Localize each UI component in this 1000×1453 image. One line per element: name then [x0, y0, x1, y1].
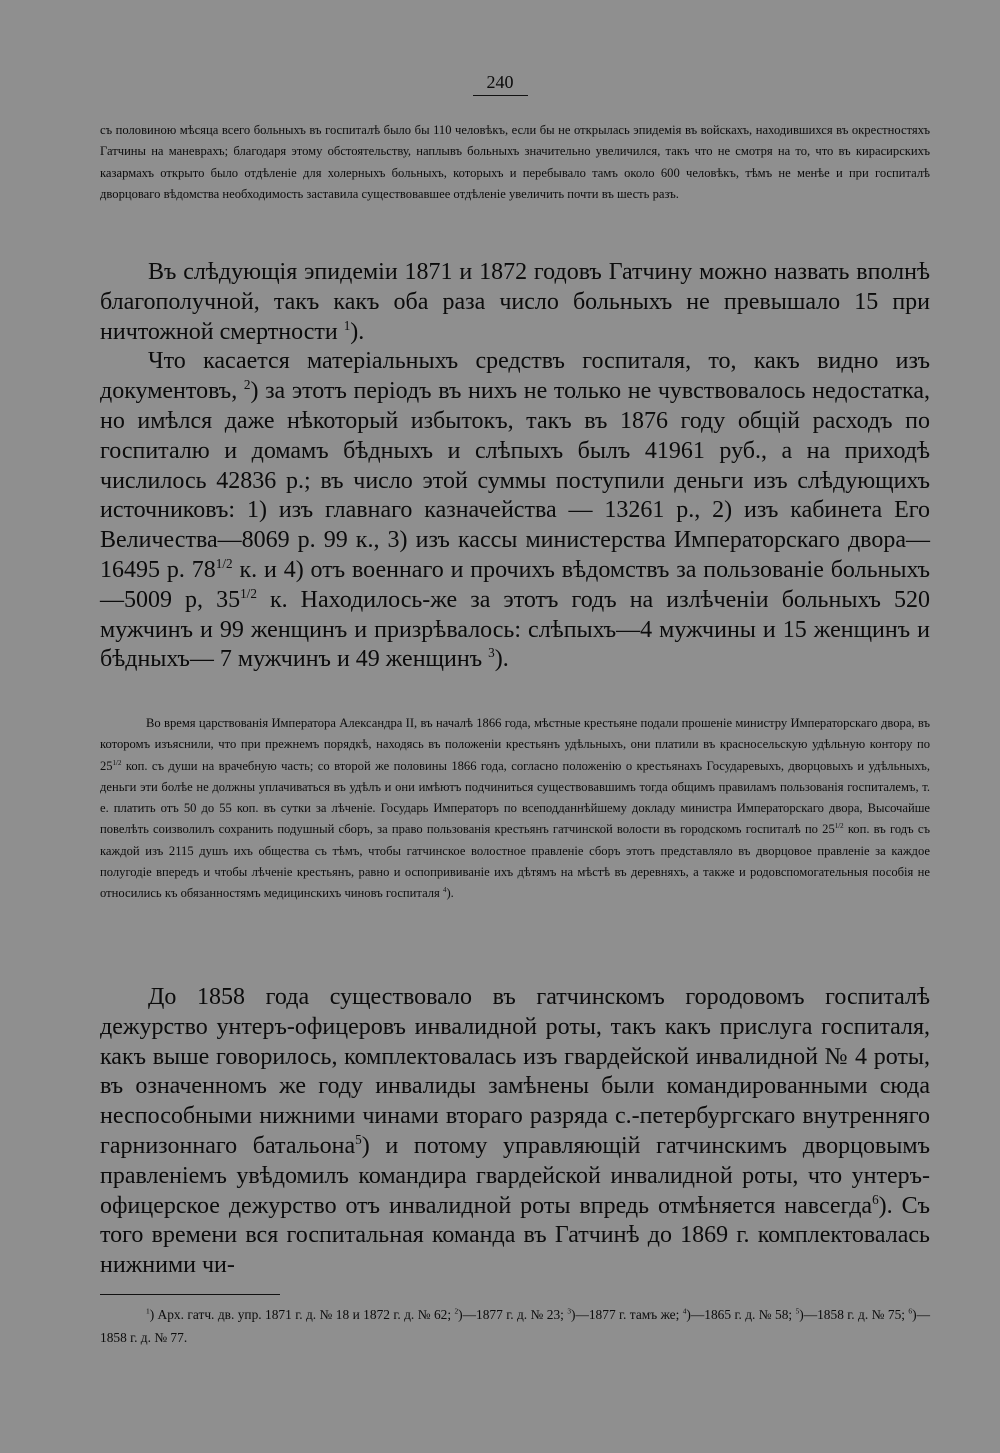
paragraph-duty: До 1858 года существовало въ гатчинскомъ городовомъ госпиталѣ дежурство унтеръ-офицеровъ инвалидной роты, такъ какъ прислуга госпиталя, какъ выше говорилось, комплектовалась изъ гвардейской инвалидной № 4 роты, въ означенномъ же году инвалиды замѣнены были командированными сюда неспособными нижними чинами втораго разряда с.-петербургскаго внутренняго гарнизоннаго батальона$^5$) и потому управляющій гатчинскимъ дворцовымъ правленіемъ увѣдомилъ командира гвардейской инвалидной роты, что унтеръ-офицерское дежурство отъ инвалидной роты впредь отмѣняется навсегда$^6$). Съ того времени вся госпитальная команда въ Гатчинѣ до 1869 г. комплектовалась нижними чи- — [100, 984, 930, 1279]
footnotes — [100, 1303, 930, 1349]
main-text-block-2 — [100, 983, 930, 1281]
footnote-divider — [100, 1294, 280, 1295]
main-text-block-1 — [100, 258, 930, 675]
small-paragraph: съ половиною мѣсяца всего больныхъ въ госпиталѣ было бы 110 человѣкъ, если бы не открылась эпидемія въ войскахъ, находившихся въ окрестностяхъ Гатчины на маневрахъ; благодаря этому обстоятельству, наплывъ больныхъ значительно увеличился, такъ что не смотря на то, что въ кирасирскихъ казармахъ открыто было отдѣленіе для холерныхъ больныхъ, которыхъ и перебывало тамъ около 600 человѣкъ, тѣмъ не менѣе и при госпиталѣ дворцоваго вѣдомства необходимость заставила существовавшее отдѣленіе увеличить почти въ шесть разъ. — [100, 123, 930, 201]
fraction: 1/2 — [112, 759, 122, 767]
footnote-ref: 4 — [443, 887, 447, 895]
small-print-block-1 — [100, 120, 930, 205]
fraction: 1/2 — [834, 823, 844, 831]
footnote-ref: 2 — [243, 377, 251, 393]
footnote-ref: 5 — [355, 1131, 362, 1147]
footnote-ref: 6 — [872, 1191, 879, 1207]
page-number: 240 — [0, 72, 1000, 96]
paragraph-epidemics: Въ слѣдующія эпидеміи 1871 и 1872 годовъ Гатчину можно назвать вполнѣ благополучной, такъ какъ оба раза число больныхъ не превышало 15 при ничтожной смертности $^1$). — [100, 259, 930, 345]
paragraph-finances: Что касается матеріальныхъ средствъ госпиталя, то, какъ видно изъ документовъ, $^2$) за этотъ періодъ въ нихъ не только не чувствовалось недостатка, но имѣлся даже нѣкоторый избытокъ, такъ въ 1876 году общій расходъ по госпиталю и домамъ бѣдныхъ и слѣпыхъ былъ 41961 руб., а на приходѣ числилось 42836 р.; въ число этой суммы поступили деньги изъ слѣдующихъ источниковъ: 1) изъ главнаго казначейства — 13261 р., 2) изъ кабинета Его Величества—8069 р. 99 к., 3) изъ кассы министерства Императорскаго двора—16495 р. $78^{1/2}$ к. и 4) отъ военнаго и прочихъ вѣдомствъ за пользованіе больныхъ—5009 р, $35^{1/2}$ к. Находилось-же за этотъ годъ на излѣченіи больныхъ 520 мужчинъ и 99 женщинъ и призрѣвалось: слѣпыхъ—4 мужчины и 15 женщинъ и бѣдныхъ— 7 мужчинъ и 49 женщинъ $^3$). — [100, 348, 931, 673]
footnote-ref: 1 — [343, 317, 351, 333]
small-paragraph: Во время царствованія Императора Александра II, въ началѣ 1866 года, мѣстные крестьяне подали прошеніе министру Императорскаго двора, въ которомъ изъяснили, что при прежнемъ порядкѣ, находясь въ положеніи крестьянъ удѣльныхъ, они платили въ красносельскую удѣльную контору по $25^{1/2}$ коп. съ души на врачебную часть; со второй же половины 1866 года, согласно положенію о крестьянахъ Государевыхъ, дворцовыхъ и удѣльныхъ, деньги эти болѣе не должны уплачиваться въ удѣлъ и они имѣютъ подчиниться существовавшимъ тогда общимъ правиламъ пользованія госпиталемъ, т. е. платить отъ 50 до 55 коп. въ сутки за лѣченіе. Государь Императоръ по всеподданнѣйшему докладу министра Императорскаго двора, Высочайше повелѣть соизволилъ сохранить подушный сборъ, за право пользованія крестьянъ гатчинской волости въ городскомъ госпиталѣ по $25^{1/2}$ коп. въ годъ съ каждой изъ 2115 душъ ихъ общества съ тѣмъ, чтобы гатчинское волостное правленіе сборъ этотъ представляло въ дворцовое правленіе за каждое полугодіе впередъ и чтобы лѣченіе крестьянъ, равно и оспопрививаніе ихъ дѣтямъ на мѣстѣ въ деревняхъ, а также и родовспомогательныя пособія не относились къ обязанностямъ медицинскихъ чиновъ госпиталя $^4$). — [100, 716, 931, 901]
footnote-ref: 3 — [488, 645, 495, 661]
fraction: 1/2 — [215, 555, 233, 571]
small-print-block-2 — [100, 713, 930, 905]
footnote-line: $^1$) Арх. гатч. дв. упр. 1871 г. д. № 18 и 1872 г. д. № 62; $^2$)—1877 г. д. № 23; $^3$)—1877 г. тамъ же; $^4$)—1865 г. д. № 58; $^5$)—1858 г. д. № 75; $^6$)—1858 г. д. № 77. — [100, 1306, 930, 1345]
fraction: 1/2 — [240, 585, 257, 601]
